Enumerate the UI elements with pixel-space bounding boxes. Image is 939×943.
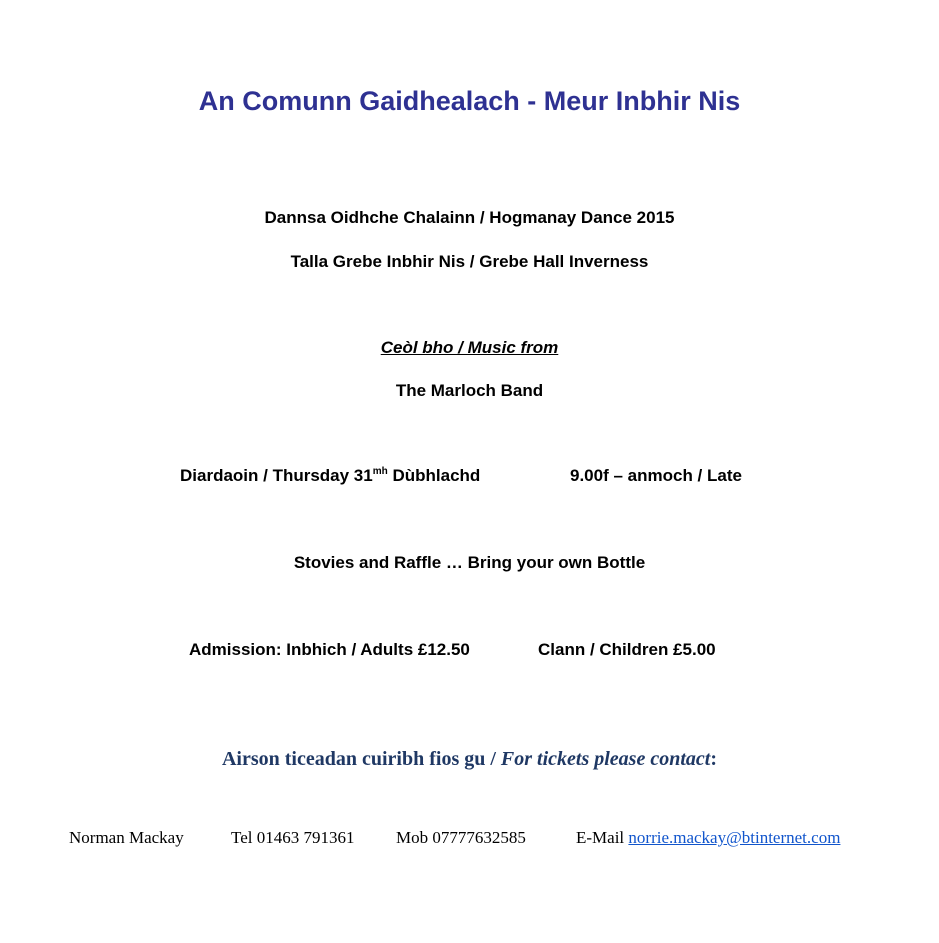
email-label: E-Mail [576,828,629,847]
contact-heading [0,748,939,771]
music-heading: Ceòl bho / Music from [380,338,559,357]
venue: Talla Grebe Inbhir Nis / Grebe Hall Inverness [290,252,649,271]
event-time: 9.00f – anmoch / Late [570,466,742,485]
event-date [180,466,480,486]
email-link[interactable]: norrie.mackay@btinternet.com [628,828,841,847]
contact-heading-english: For tickets please contact [500,748,711,770]
extras-note: Stovies and Raffle … Bring your own Bottle [293,553,646,572]
contact-name: Norman Mackay [69,828,184,847]
contact-tel: Tel 01463 791361 [231,828,355,847]
date-prefix: Diardaoin / Thursday 31 [180,466,373,485]
event-name: Dannsa Oidhche Chalainn / Hogmanay Dance 2015 [264,208,675,227]
date-month: Dùbhlachd [387,466,481,485]
band-name: The Marloch Band [395,381,544,400]
contact-email [576,828,840,848]
admission-adults: Admission: Inbhich / Adults £12.50 [189,640,470,659]
contact-heading-gaelic: Airson ticeadan cuiribh fios gu / [221,748,501,770]
admission-children: Clann / Children £5.00 [538,640,716,659]
page-title: An Comunn Gaidhealach - Meur Inbhir Nis [198,86,741,116]
contact-mobile: Mob 07777632585 [396,828,526,847]
date-suffix: mh [372,466,388,477]
contact-heading-colon: : [710,748,717,770]
